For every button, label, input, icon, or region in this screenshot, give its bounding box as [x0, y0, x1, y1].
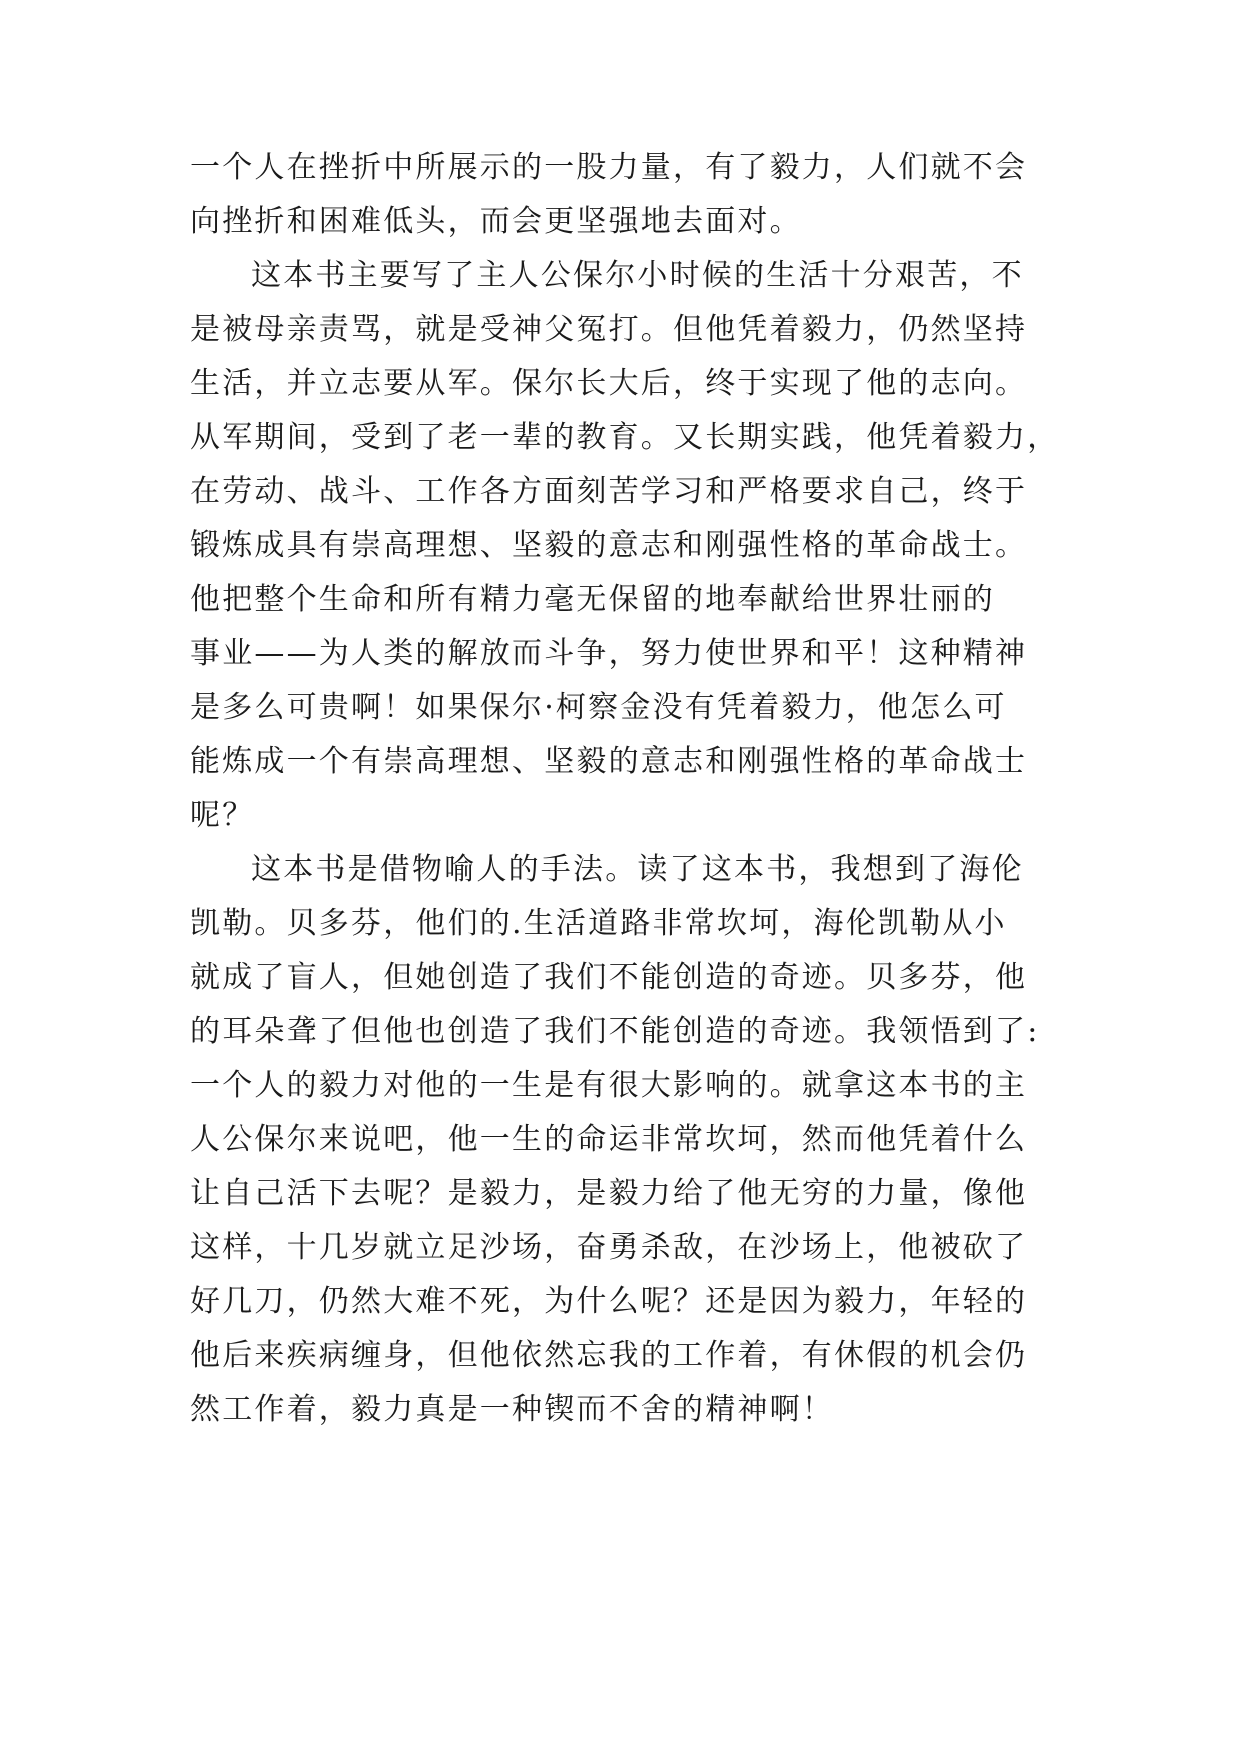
text-line: 事业——为人类的解放而斗争，努力使世界和平！这种精神	[190, 636, 1028, 671]
text-line: 能炼成一个有崇高理想、坚毅的意志和刚强性格的革命战士	[190, 744, 1028, 779]
text-line: 在劳动、战斗、工作各方面刻苦学习和严格要求自己，终于	[190, 474, 1028, 509]
text-line: 一个人的毅力对他的一生是有很大影响的。就拿这本书的主	[190, 1068, 1028, 1103]
text-line: 他后来疾病缠身，但他依然忘我的工作着，有休假的机会仍	[190, 1338, 1028, 1373]
text-line: 从军期间，受到了老一辈的教育。又长期实践，他凭着毅力，	[190, 420, 1060, 455]
text-line: 向挫折和困难低头，而会更坚强地去面对。	[190, 204, 802, 239]
text-line: 凯勒。贝多芬，他们的.生活道路非常坎坷，海伦凯勒从小	[190, 906, 1007, 941]
text-line: 一个人在挫折中所展示的一股力量，有了毅力，人们就不会	[190, 150, 1028, 185]
text-line: 呢？	[190, 798, 255, 833]
text-line: 就成了盲人，但她创造了我们不能创造的奇迹。贝多芬，他	[190, 960, 1028, 995]
text-line: 锻炼成具有崇高理想、坚毅的意志和刚强性格的革命战士。	[190, 528, 1028, 563]
paragraph-start-line: 这本书主要写了主人公保尔小时候的生活十分艰苦，不	[251, 258, 1024, 293]
text-line: 这样，十几岁就立足沙场，奋勇杀敌，在沙场上，他被砍了	[190, 1230, 1028, 1265]
text-line: 人公保尔来说吧，他一生的命运非常坎坷，然而他凭着什么	[190, 1122, 1028, 1157]
text-line: 是多么可贵啊！如果保尔·柯察金没有凭着毅力，他怎么可	[190, 690, 1007, 725]
paragraph-start-line: 这本书是借物喻人的手法。读了这本书，我想到了海伦	[251, 852, 1024, 887]
text-line: 好几刀，仍然大难不死，为什么呢？还是因为毅力，年轻的	[190, 1284, 1028, 1319]
text-line: 是被母亲责骂，就是受神父冤打。但他凭着毅力，仍然坚持	[190, 312, 1028, 347]
text-line: 让自己活下去呢？是毅力，是毅力给了他无穷的力量，像他	[190, 1176, 1028, 1211]
text-line: 他把整个生命和所有精力毫无保留的地奉献给世界壮丽的	[190, 582, 995, 617]
text-line: 的耳朵聋了但他也创造了我们不能创造的奇迹。我领悟到了:	[190, 1014, 1040, 1049]
text-line: 生活，并立志要从军。保尔长大后，终于实现了他的志向。	[190, 366, 1028, 401]
text-line: 然工作着，毅力真是一种锲而不舍的精神啊！	[190, 1392, 834, 1427]
